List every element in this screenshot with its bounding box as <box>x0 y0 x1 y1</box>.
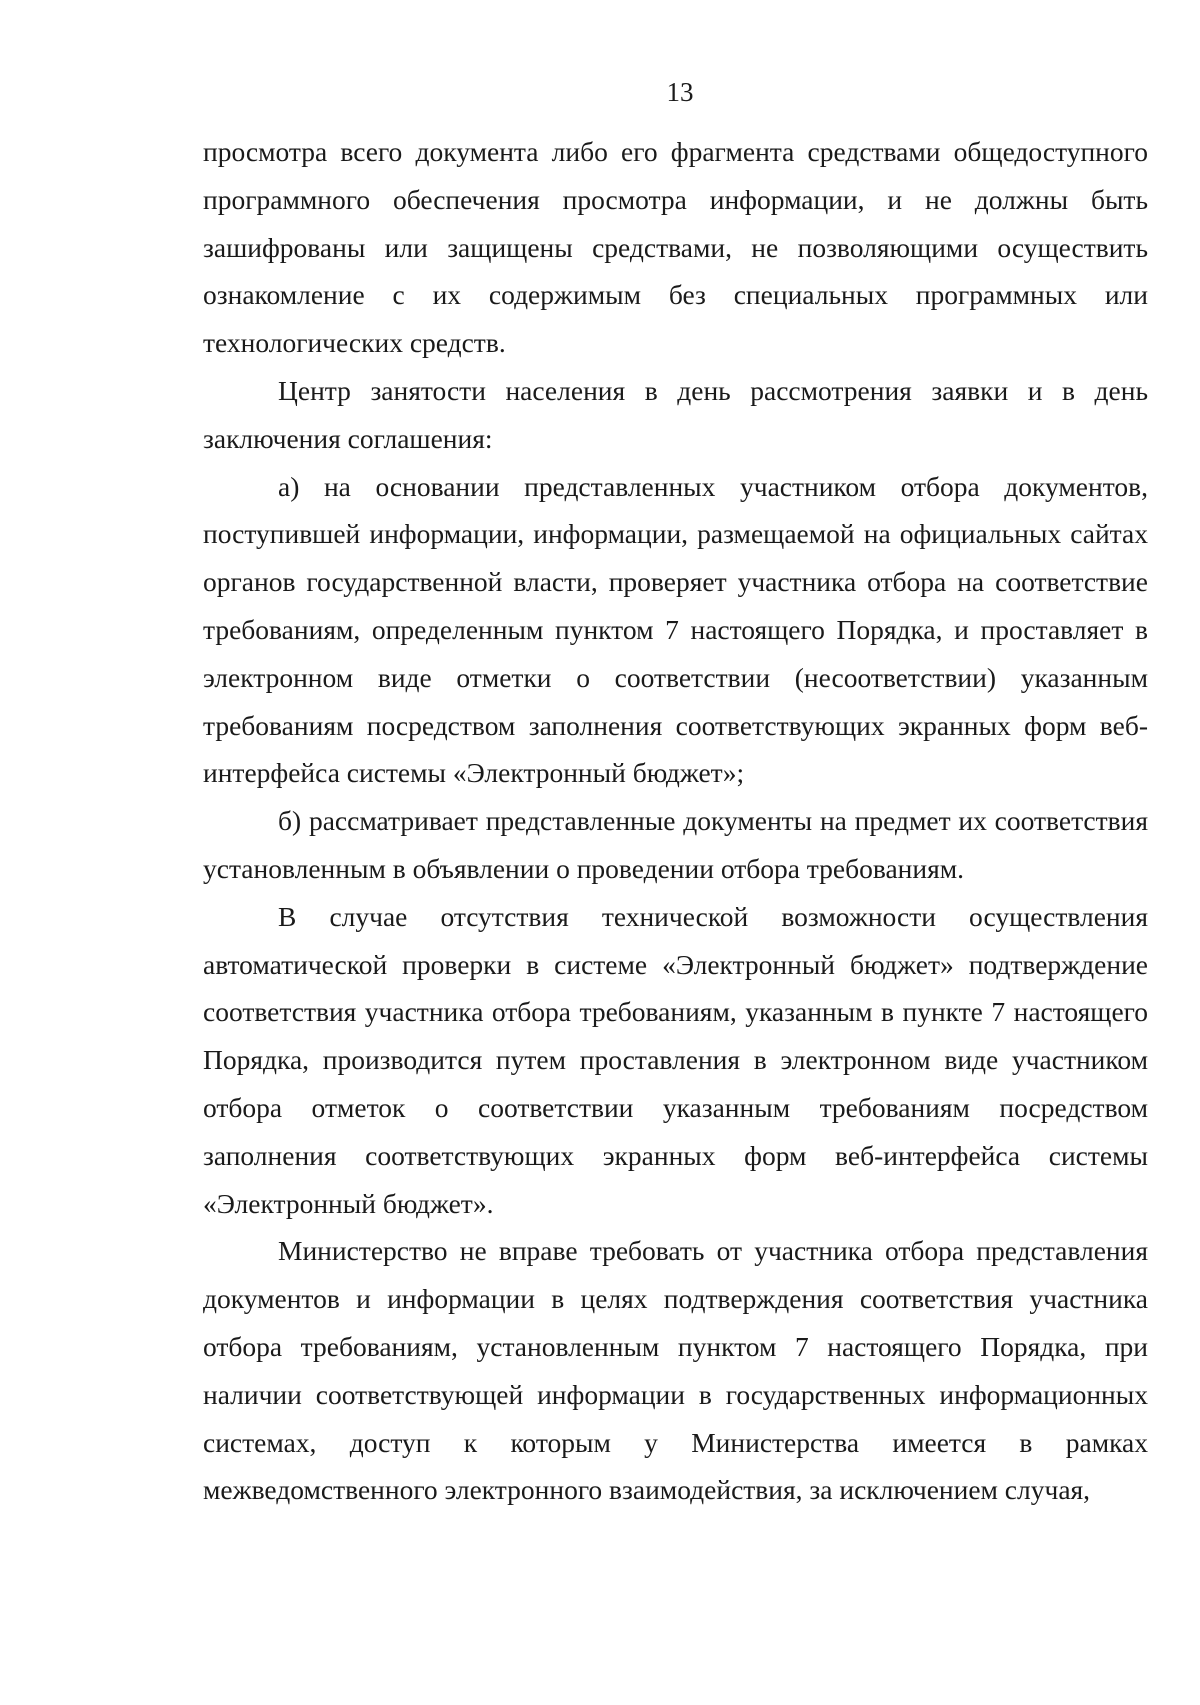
paragraph-item-b: б) рассматривает представленные документы на предмет их соответствия установленным в объявлении о проведении отбора требованиям. <box>203 805 1148 884</box>
document-body <box>203 128 1148 1514</box>
paragraph-ministry: Министерство не вправе требовать от участника отбора представления документов и информации в целях подтверждения соответствия участника отбора требованиям, установленным пунктом 7 настоящего Порядка, при наличии соответствующей информации в государственных информационных системах, доступ к которым у Министерства имеется в рамках межведомственного электронного взаимодействия, за исключением случая, <box>203 1235 1148 1506</box>
paragraph-continuation: просмотра всего документа либо его фрагмента средствами общедоступного программного обеспечения просмотра информации, и не должны быть зашифрованы или защищены средствами, не позволяющими осуществить ознакомление с их содержимым без специальных программных или технологических средств. <box>203 136 1148 359</box>
paragraph-employment-center: Центр занятости населения в день рассмотрения заявки и в день заключения соглашения: <box>203 374 1148 454</box>
page-number: 13 <box>666 77 694 107</box>
paragraph-item-a: а) на основании представленных участником отбора документов, поступившей информации, информации, размещаемой на официальных сайтах органов государственной власти, проверяет участника отбора на соответствие требованиям, определенным пунктом 7 настоящего Порядка, и проставляет в электронном виде отметки о соответствии (несоответствии) указанным требованиям посредством заполнения соответствующих экранных форм веб-интерфейса системы «Электронный бюджет»; <box>203 470 1148 789</box>
paragraph-technical-impossibility: В случае отсутствия технической возможности осуществления автоматической проверки в системе «Электронный бюджет» подтверждение соответствия участника отбора требованиям, указанным в пункте 7 настоящего Порядка, производится путем проставления в электронном виде участником отбора отметок о соответствии указанным требованиям посредством заполнения соответствующих экранных форм веб-интерфейса системы «Электронный бюджет». <box>203 900 1148 1219</box>
